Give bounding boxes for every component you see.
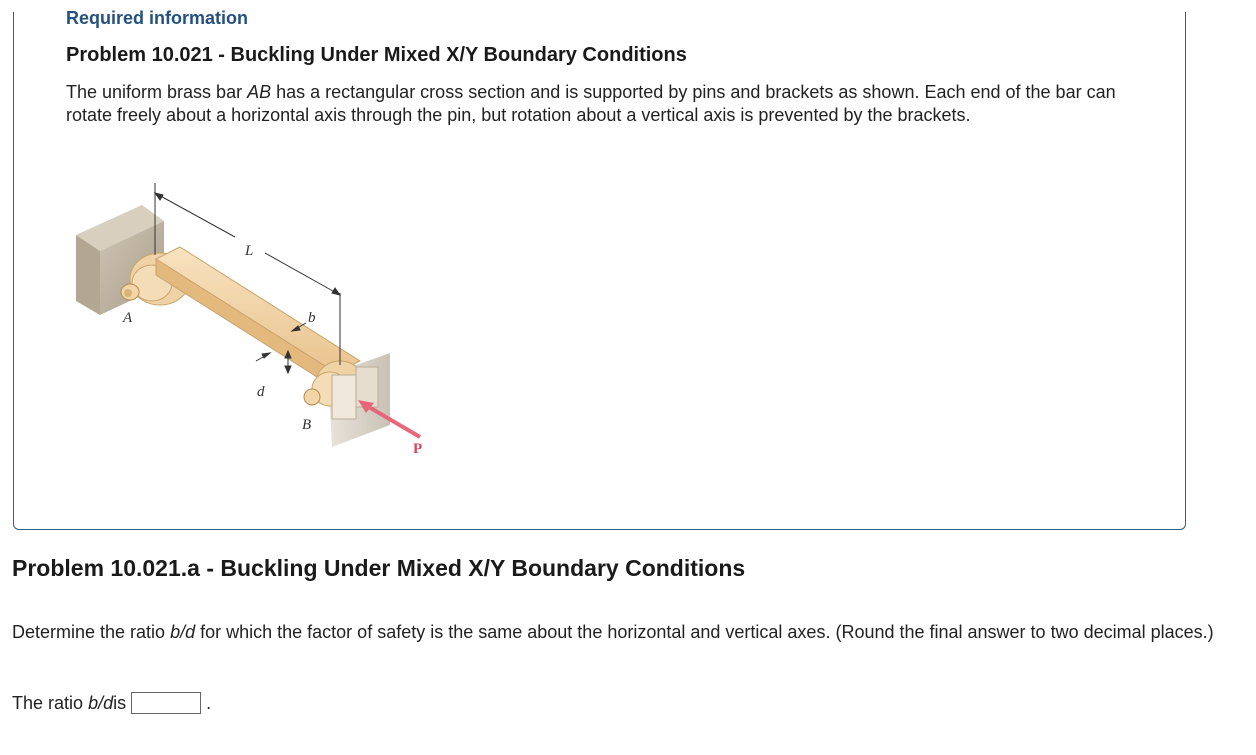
ratio-answer-input[interactable]	[131, 692, 201, 714]
label-a: A	[123, 310, 133, 326]
part-a-question: Determine the ratio b/d for which the factor of safety is the same about the horizontal and vertical axes. (Round the final answer to two decimal places.)	[12, 622, 1214, 642]
brass-bar-diagram	[60, 175, 460, 475]
label-p: P	[413, 441, 423, 457]
problem-figure	[60, 175, 460, 475]
answer-suffix: .	[206, 693, 212, 713]
answer-mid: is	[113, 693, 127, 713]
label-d: d	[257, 384, 265, 400]
required-info-heading: Required information	[66, 8, 249, 28]
answer-variable: b/d	[88, 693, 114, 713]
answer-prefix: The ratio	[12, 693, 84, 713]
label-b-end: B	[302, 417, 312, 433]
label-l: L	[245, 243, 254, 259]
problem-title: Problem 10.021 - Buckling Under Mixed X/Y Boundary Conditions	[66, 44, 687, 66]
label-b: b	[308, 310, 316, 326]
part-a-title: Problem 10.021.a - Buckling Under Mixed X/Y Boundary Conditions	[12, 555, 746, 581]
answer-row	[12, 691, 211, 715]
problem-description: The uniform brass bar AB has a rectangular cross section and is supported by pins and brackets as shown. Each end of the bar can rotate freely about a horizontal axis through the pin, but rotation about a vertical axis is prevented by the brackets.	[66, 82, 1116, 125]
